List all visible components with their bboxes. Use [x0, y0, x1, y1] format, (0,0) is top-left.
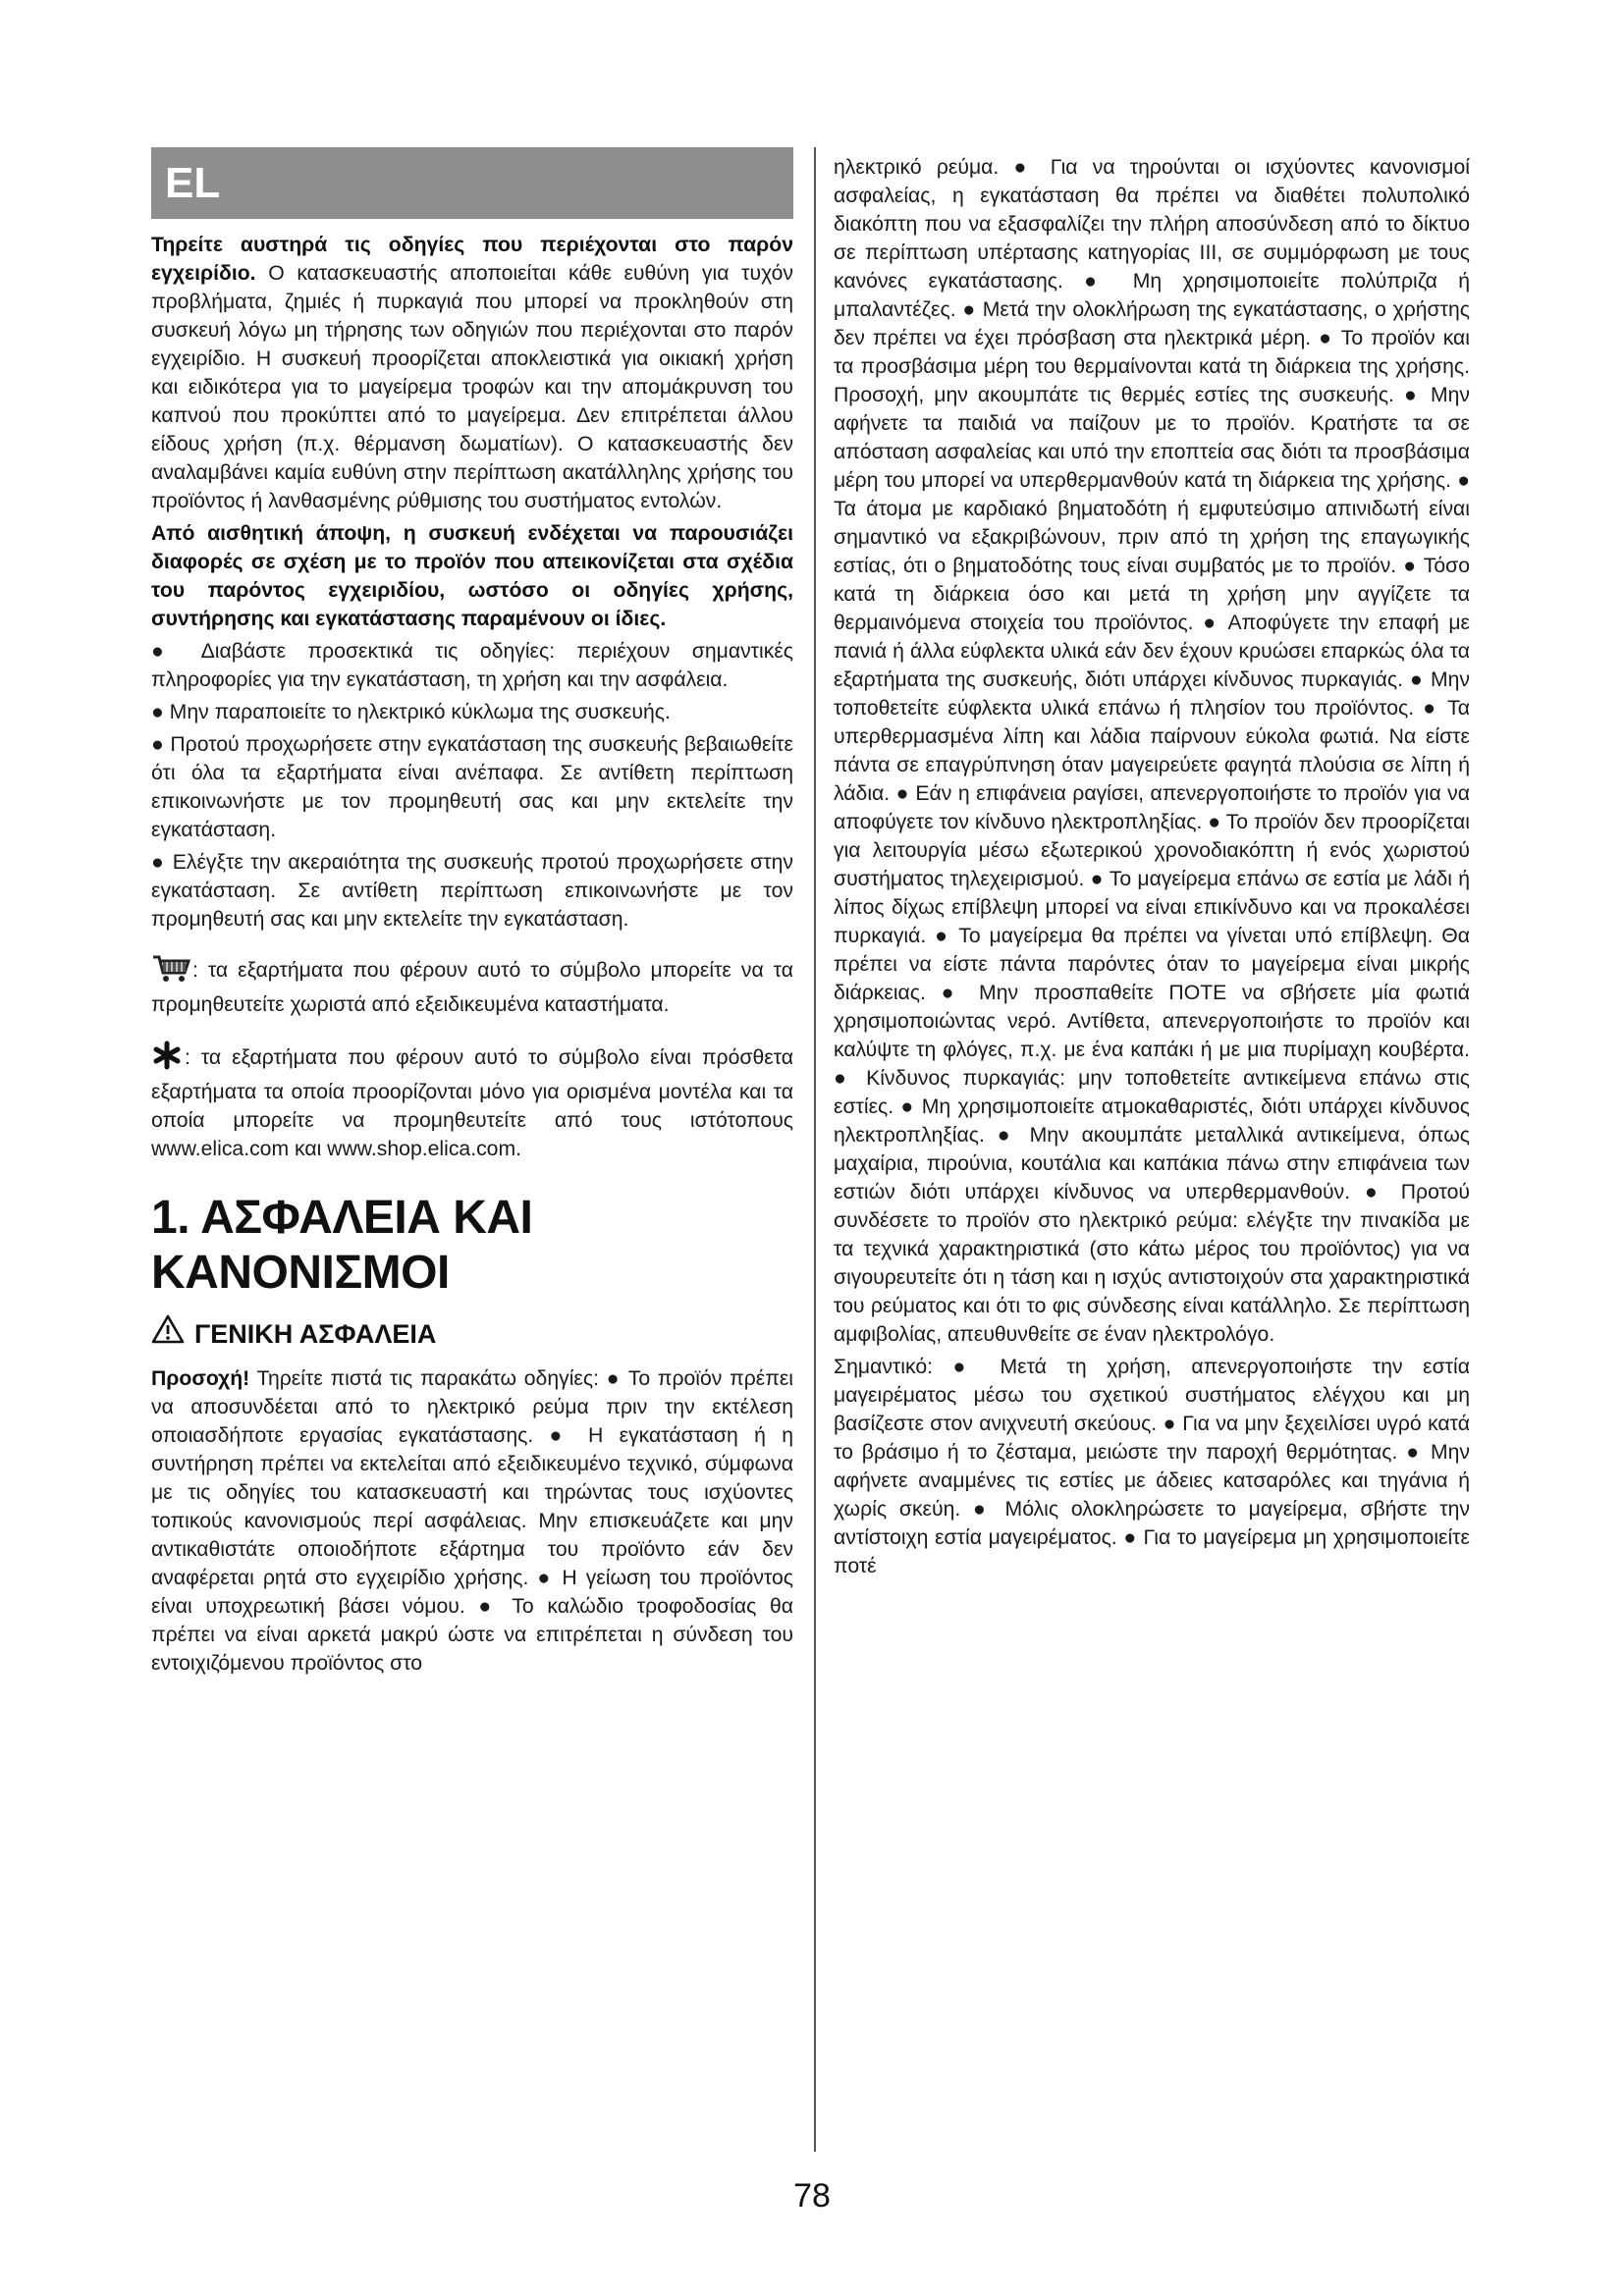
warning-triangle-icon — [151, 1314, 185, 1353]
cart-note-text: : τα εξαρτήματα που φέρουν αυτό το σύμβολο μπορείτε να τα προμηθευτείτε χωριστά από εξειδικευμένα καταστήματα. — [151, 959, 793, 1016]
safety-text: Τηρείτε πιστά τις παρακάτω οδηγίες: ● Το προϊόν πρέπει να αποσυνδέεται από το ηλεκτρικό ρεύμα πριν την εκτέλεση οποιασδήποτε εργασίας εγκατάστασης. ● Η εγκατάσταση ή η συντήρηση πρέπει να εκτελείται από εξειδικευμένο τεχνικό, σύμφωνα με τις οδηγίες του κατασκευαστή και τηρώντας τους ισχύοντες τοπικούς κανονισμούς περί ασφάλειας. Μην επισκευάζετε και μην αντικαθιστάτε οποιοδήποτε εξάρτημα του προϊόντο εάν δεν αναφέρεται ρητά στο εγχειρίδιο χρήσης. ● Η γείωση του προϊόντος είναι υποχρεωτική βάσει νόμου. ● Το καλώδιο τροφοδοσίας θα πρέπει να είναι αρκετά μακρύ ώστε να επιτρέπεται η σύνδεση του εντοιχιζόμενου προϊόντος στο — [151, 1367, 793, 1675]
column-divider — [814, 147, 816, 2152]
bullet-item: ● Διαβάστε προσεκτικά τις οδηγίες: περιέχουν σημαντικές πληροφορίες για την εγκατάσταση, τη χρήση και την ασφάλεια. — [151, 640, 793, 691]
aesthetic-note — [151, 519, 793, 633]
right-paragraph-2: Σημαντικό: ● Μετά τη χρήση, απενεργοποιήστε την εστία μαγειρέματος μέσω του σχετικού συστήματος ελέγχου και μη βασίζεστε στον ανιχνευτή σκεύους. ● Για να μην ξεχειλίσει υγρό κατά το βράσιμο ή το ζέσταμα, μειώστε την παροχή θερμότητας. ● Μην αφήνετε αναμμένες τις εστίες με άδειες κατσαρόλες και τηγάνια ή χωρίς σκεύη. ● Μόλις ολοκληρώσετε το μαγείρεμα, σβήστε την αντίστοιχη εστία μαγειρέματος. ● Για το μαγείρεμα μη χρησιμοποιείτε ποτέ — [834, 1356, 1470, 1577]
cart-symbol-note — [151, 953, 793, 1019]
right-paragraph-1: ηλεκτρικό ρεύμα. ● Για να τηρούνται οι ισχύοντες κανονισμοί ασφαλείας, η εγκατάσταση θα πρέπει να διαθέτει πολυπολικό διακόπτη που να εξασφαλίζει την πλήρη αποσύνδεση από το δίκτυο σε περίπτωση υπέρτασης κατηγορίας III, σε συμμόρφωση με τους κανόνες εγκατάστασης. ● Μη χρησιμοποιείτε πολύπριζα ή μπαλαντέζες. ● Μετά την ολοκλήρωση της εγκατάστασης, ο χρήστης δεν πρέπει να έχει πρόσβαση στα ηλεκτρικά μέρη. ● Το προϊόν και τα προσβάσιμα μέρη του θερμαίνονται κατά τη διάρκεια της χρήσης. Προσοχή, μην ακουμπάτε τις θερμές εστίες της συσκευής. ● Μην αφήνετε τα παιδιά να παίζουν με το προϊόν. Κρατήστε τα σε απόσταση ασφαλείας και υπό την εποπτεία σας διότι τα προσβάσιμα μέρη του μπορεί να υπερθερμανθούν κατά τη διάρκεια της χρήσης. ● Τα άτομα με καρδιακό βηματοδότη ή εμφυτεύσιμο απινιδωτή είναι σημαντικό να εξακριβώνουν, πριν από τη χρήση της επαγωγικής εστίας, ότι ο βηματοδότης τους είναι συμβατός με το προϊόν. ● Τόσο κατά τη διάρκεια όσο και μετά τη χρήση μην αγγίζετε τα θερμαινόμενα στοιχεία του προϊόντος. ● Αποφύγετε την επαφή με πανιά ή άλλα εύφλεκτα υλικά εάν δεν έχουν κρυώσει επαρκώς όλα τα εξαρτήματα της συσκευής, διότι υπάρχει κίνδυνος πυρκαγιάς. ● Μην τοποθετείτε εύφλεκτα υλικά επάνω ή πλησίον του προϊόντος. ● Τα υπερθερμασμένα λίπη και λάδια παίρνουν εύκολα φωτιά. Να είστε πάντα σε επαγρύπνηση όταν μαγειρεύετε φαγητά πλούσια σε λίπη ή λάδια. ● Εάν η επιφάνεια ραγίσει, απενεργοποιήστε το προϊόν για να αποφύγετε τον κίνδυνο ηλεκτροπληξίας. ● Το προϊόν δεν προορίζεται για λειτουργία μέσω εξωτερικού χρονοδιακόπτη ή ενός χωριστού συστήματος τηλεχειρισμού. ● Το μαγείρεμα επάνω σε εστία με λάδι ή λίπος δίχως επίβλεψη μπορεί να είναι επικίνδυνο και να προκαλέσει πυρκαγιά. ● Το μαγείρεμα θα πρέπει να γίνεται υπό επίβλεψη. Θα πρέπει να είστε πάντα παρόντες όταν το μαγείρεμα είναι μικρής διάρκειας. ● Μην προσπαθείτε ΠΟΤΕ να σβήσετε μία φωτιά χρησιμοποιώντας νερό. Αντίθετα, απενεργοποιήστε το προϊόν και καλύψτε τη φλόγες, π.χ. με ένα καπάκι ή με μια πυρίμαχη κουβέρτα. ● Κίνδυνος πυρκαγιάς: μην τοποθετείτε αντικείμενα επάνω στις εστίες. ● Μη χρησιμοποιείτε ατμοκαθαριστές, διότι υπάρχει κίνδυνος ηλεκτροπληξίας. ● Μην ακουμπάτε μεταλλικά αντικείμενα, όπως μαχαίρια, πιρούνια, κουτάλια και καπάκια πάνω στην επιφάνεια των εστιών διότι υπάρχει κίνδυνος να υπερθερμανθούν. ● Προτού συνδέσετε το προϊόν στο ηλεκτρικό ρεύμα: ελέγξτε την πινακίδα με τα τεχνικά χαρακτηριστικά (στο κάτω μέρος του προϊόντος) για να σιγουρευτείτε ότι η τάση και η ισχύς αντιστοιχούν στα χαρακτηριστικά του ρεύματος και ότι το φις σύνδεσης είναι κατάλληλο. Σε περίπτωση αμφιβολίας, απευθυνθείτε σε έναν ηλεκτρολόγο. — [834, 156, 1470, 1346]
asterisk-icon — [151, 1041, 183, 1078]
left-column — [151, 147, 793, 1682]
aesthetic-bold: Από αισθητική άποψη, η συσκευή ενδέχεται να παρουσιάζει διαφορές σε σχέση με το προϊόν που απεικονίζεται στα σχέδια του παρόντος εγχειριδίου, ωστόσο οι οδηγίες χρήσης, συντήρησης και εγκατάστασης παραμένουν οι ίδιες. — [151, 522, 793, 630]
intro-paragraph — [151, 231, 793, 515]
bullet-item: ● Ελέγξτε την ακεραιότητα της συσκευής προτού προχωρήσετε στην εγκατάσταση. Σε αντίθετη περίπτωση επικοινωνήστε με τον προμηθευτή σας και μην εκτελείτε την εγκατάσταση. — [151, 851, 793, 931]
page-number: 78 — [793, 2177, 831, 2215]
bullet-item: ● Προτού προχωρήσετε στην εγκατάσταση της συσκευής βεβαιωθείτε ότι όλα τα εξαρτήματα είναι ανέπαφα. Σε αντίθετη περίπτωση επικοινωνήστε με τον προμηθευτή σας και μην εκτελείτε την εγκατάσταση. — [151, 733, 793, 841]
safety-paragraph — [151, 1364, 793, 1678]
language-tag: EL — [151, 147, 793, 219]
star-symbol-note — [151, 1041, 793, 1163]
subsection-title-text: ΓΕΝΙΚΗ ΑΣΦΑΛΕΙΑ — [194, 1318, 437, 1349]
subsection-title — [151, 1314, 793, 1353]
intro-bold: Τηρείτε αυστηρά τις οδηγίες που περιέχονται στο παρόν εγχειρίδιο. — [151, 234, 793, 285]
bullet-item: ● Μην παραποιείτε το ηλεκτρικό κύκλωμα της συσκευής. — [151, 701, 671, 723]
section-title: 1. ΑΣΦΑΛΕΙΑ ΚΑΙ ΚΑΝΟΝΙΣΜΟΙ — [151, 1192, 533, 1299]
safety-bold: Προσοχή! — [151, 1367, 250, 1390]
star-note-text: : τα εξαρτήματα που φέρουν αυτό το σύμβολο είναι πρόσθετα εξαρτήματα τα οποία προορίζονται μόνο για ορισμένα μοντέλα και τα οποία μπορείτε να προμηθευτείτε από τους ιστότοπους www.elica.com και www.shop.elica.com. — [151, 1046, 793, 1160]
right-column — [834, 153, 1470, 1584]
shopping-cart-icon — [151, 953, 190, 990]
intro-text: Ο κατασκευαστής αποποιείται κάθε ευθύνη για τυχόν προβλήματα, ζημιές ή πυρκαγιά που μπορεί να προκληθούν στη συσκευή λόγω μη τήρησης των οδηγιών που περιέχονται στο παρόν εγχειρίδιο. Η συσκευή προορίζεται αποκλειστικά για οικιακή χρήση και ειδικότερα για το μαγείρεμα τροφών και την απομάκρυνση του καπνού που προκύπτει από το μαγείρεμα. Δεν επιτρέπεται άλλου είδους χρήση (π.χ. θέρμανση δωματίων). Ο κατασκευαστής δεν αναλαμβάνει καμία ευθύνη στην περίπτωση ακατάλληλης χρήσης του προϊόντος ή λανθασμένης ρύθμισης του συστήματος εντολών. — [151, 262, 793, 512]
